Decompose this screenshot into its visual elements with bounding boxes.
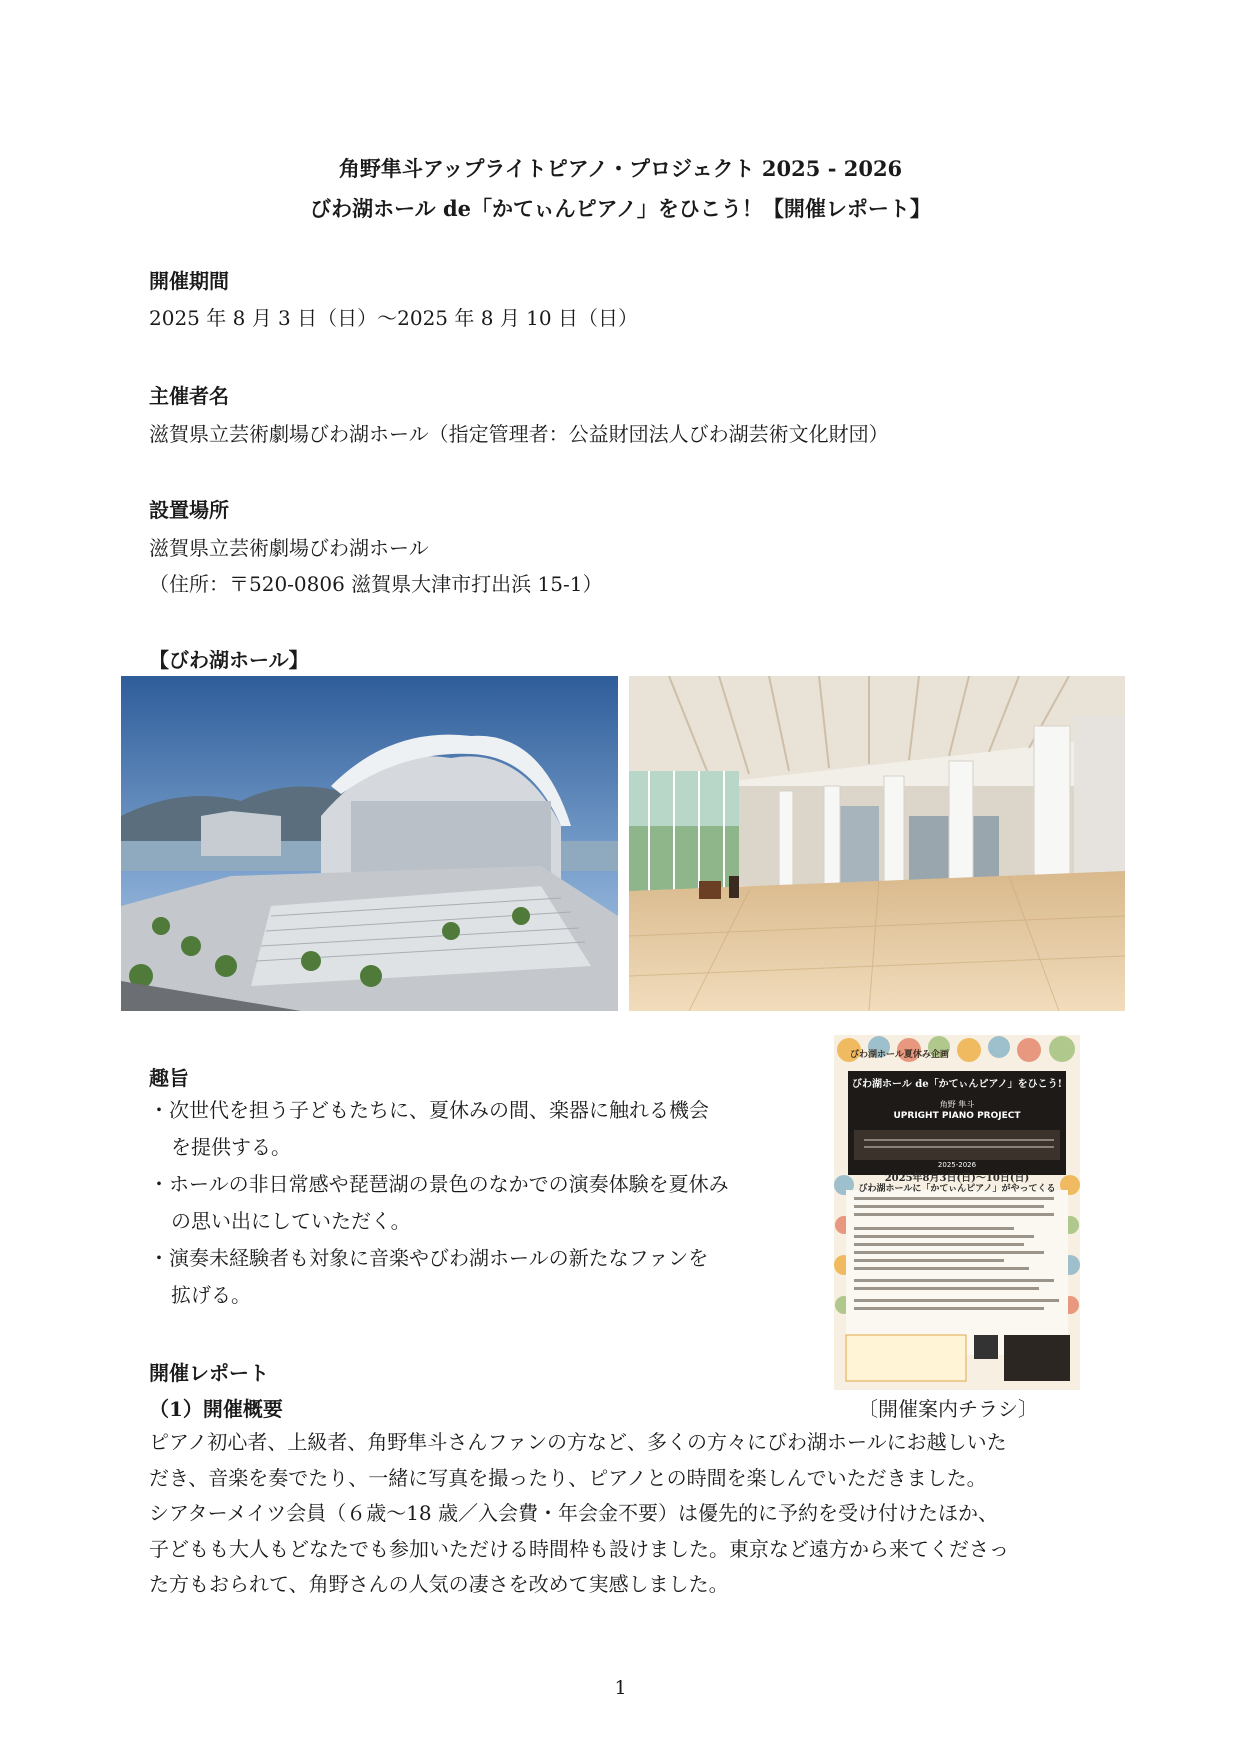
page-number: 1 [614, 1677, 627, 1699]
location-line2: （住所：〒520-0806 滋賀県大津市打出浜 15-1） [149, 572, 603, 596]
purpose-bullet-1-line1: ・次世代を担う子どもたちに、夏休みの間、楽器に触れる機会 [149, 1098, 709, 1122]
event-flyer-image [834, 1035, 1080, 1390]
report-line-3: シアターメイツ会員（６歳〜18 歳／入会費・年会金不要）は優先的に予約を受け付けたほか、 [149, 1501, 999, 1525]
hall-lobby-photo [629, 676, 1125, 1011]
flyer-project: UPRIGHT PIANO PROJECT [893, 1111, 1021, 1121]
location-line1: 滋賀県立芸術劇場びわ湖ホール [149, 536, 429, 560]
purpose-bullet-2-line1: ・ホールの非日常感や琵琶湖の景色のなかでの演奏体験を夏休み [149, 1172, 729, 1196]
flyer-date-line: 2025年8月3日(日)〜10日(日) [884, 1173, 1030, 1184]
report-body [149, 1425, 1109, 1603]
hall-exterior-photo [121, 676, 618, 1011]
purpose-bullet-3-line2: 拡げる。 [171, 1283, 251, 1307]
purpose-bullet-list [149, 1092, 789, 1314]
report-line-2: だき、音楽を奏でたり、一緒に写真を撮ったり、ピアノとの時間を楽しんでいただきました。 [149, 1465, 987, 1490]
flyer-sub-line: びわ湖ホールに「かてぃんピアノ」がやってくる [858, 1184, 1056, 1194]
flyer-years: 2025-2026 [937, 1161, 977, 1169]
period-value: 2025 年 8 月 3 日（日）〜2025 年 8 月 10 日（日） [149, 306, 638, 330]
flyer-title: びわ湖ホール de「かてぃんピアノ」をひこう! [851, 1079, 1063, 1090]
purpose-bullet-2-line2: の思い出にしていただく。 [171, 1209, 411, 1233]
purpose-bullet-3-line1: ・演奏未経験者も対象に音楽やびわ湖ホールの新たなファンを [149, 1246, 709, 1270]
report-heading: 開催レポート [149, 1361, 269, 1385]
report-line-1: ピアノ初心者、上級者、角野隼斗さんファンの方など、多くの方々にびわ湖ホールにお越しいた [149, 1430, 1007, 1454]
organizer-heading: 主催者名 [149, 384, 229, 408]
period-heading: 開催期間 [149, 269, 229, 293]
organizer-value: 滋賀県立芸術劇場びわ湖ホール（指定管理者：公益財団法人びわ湖芸術文化財団） [149, 422, 889, 446]
flyer-caption: 〔開催案内チラシ〕 [858, 1397, 1038, 1421]
report-line-4: 子どもも大人もどなたでも参加いただける時間枠も設けました。東京など遠方から来てくださっ [149, 1536, 1009, 1561]
flyer-artist: 角野 隼斗 [939, 1100, 975, 1109]
purpose-heading: 趣旨 [149, 1066, 189, 1090]
purpose-bullet-1-line2: を提供する。 [171, 1135, 291, 1159]
hall-heading: 【びわ湖ホール】 [149, 648, 309, 672]
flyer-top-label: びわ湖ホール夏休み企画 [850, 1050, 949, 1060]
report-line-5: た方もおられて、角野さんの人気の凄さを改めて実感しました。 [149, 1572, 729, 1596]
location-heading: 設置場所 [149, 498, 229, 522]
page-title-line2: びわ湖ホール de「かてぃんピアノ」をひこう！【開催レポート】 [310, 196, 931, 221]
report-subheading: （1）開催概要 [149, 1397, 283, 1421]
page-title-line1: 角野隼斗アップライトピアノ・プロジェクト 2025 - 2026 [338, 156, 903, 181]
